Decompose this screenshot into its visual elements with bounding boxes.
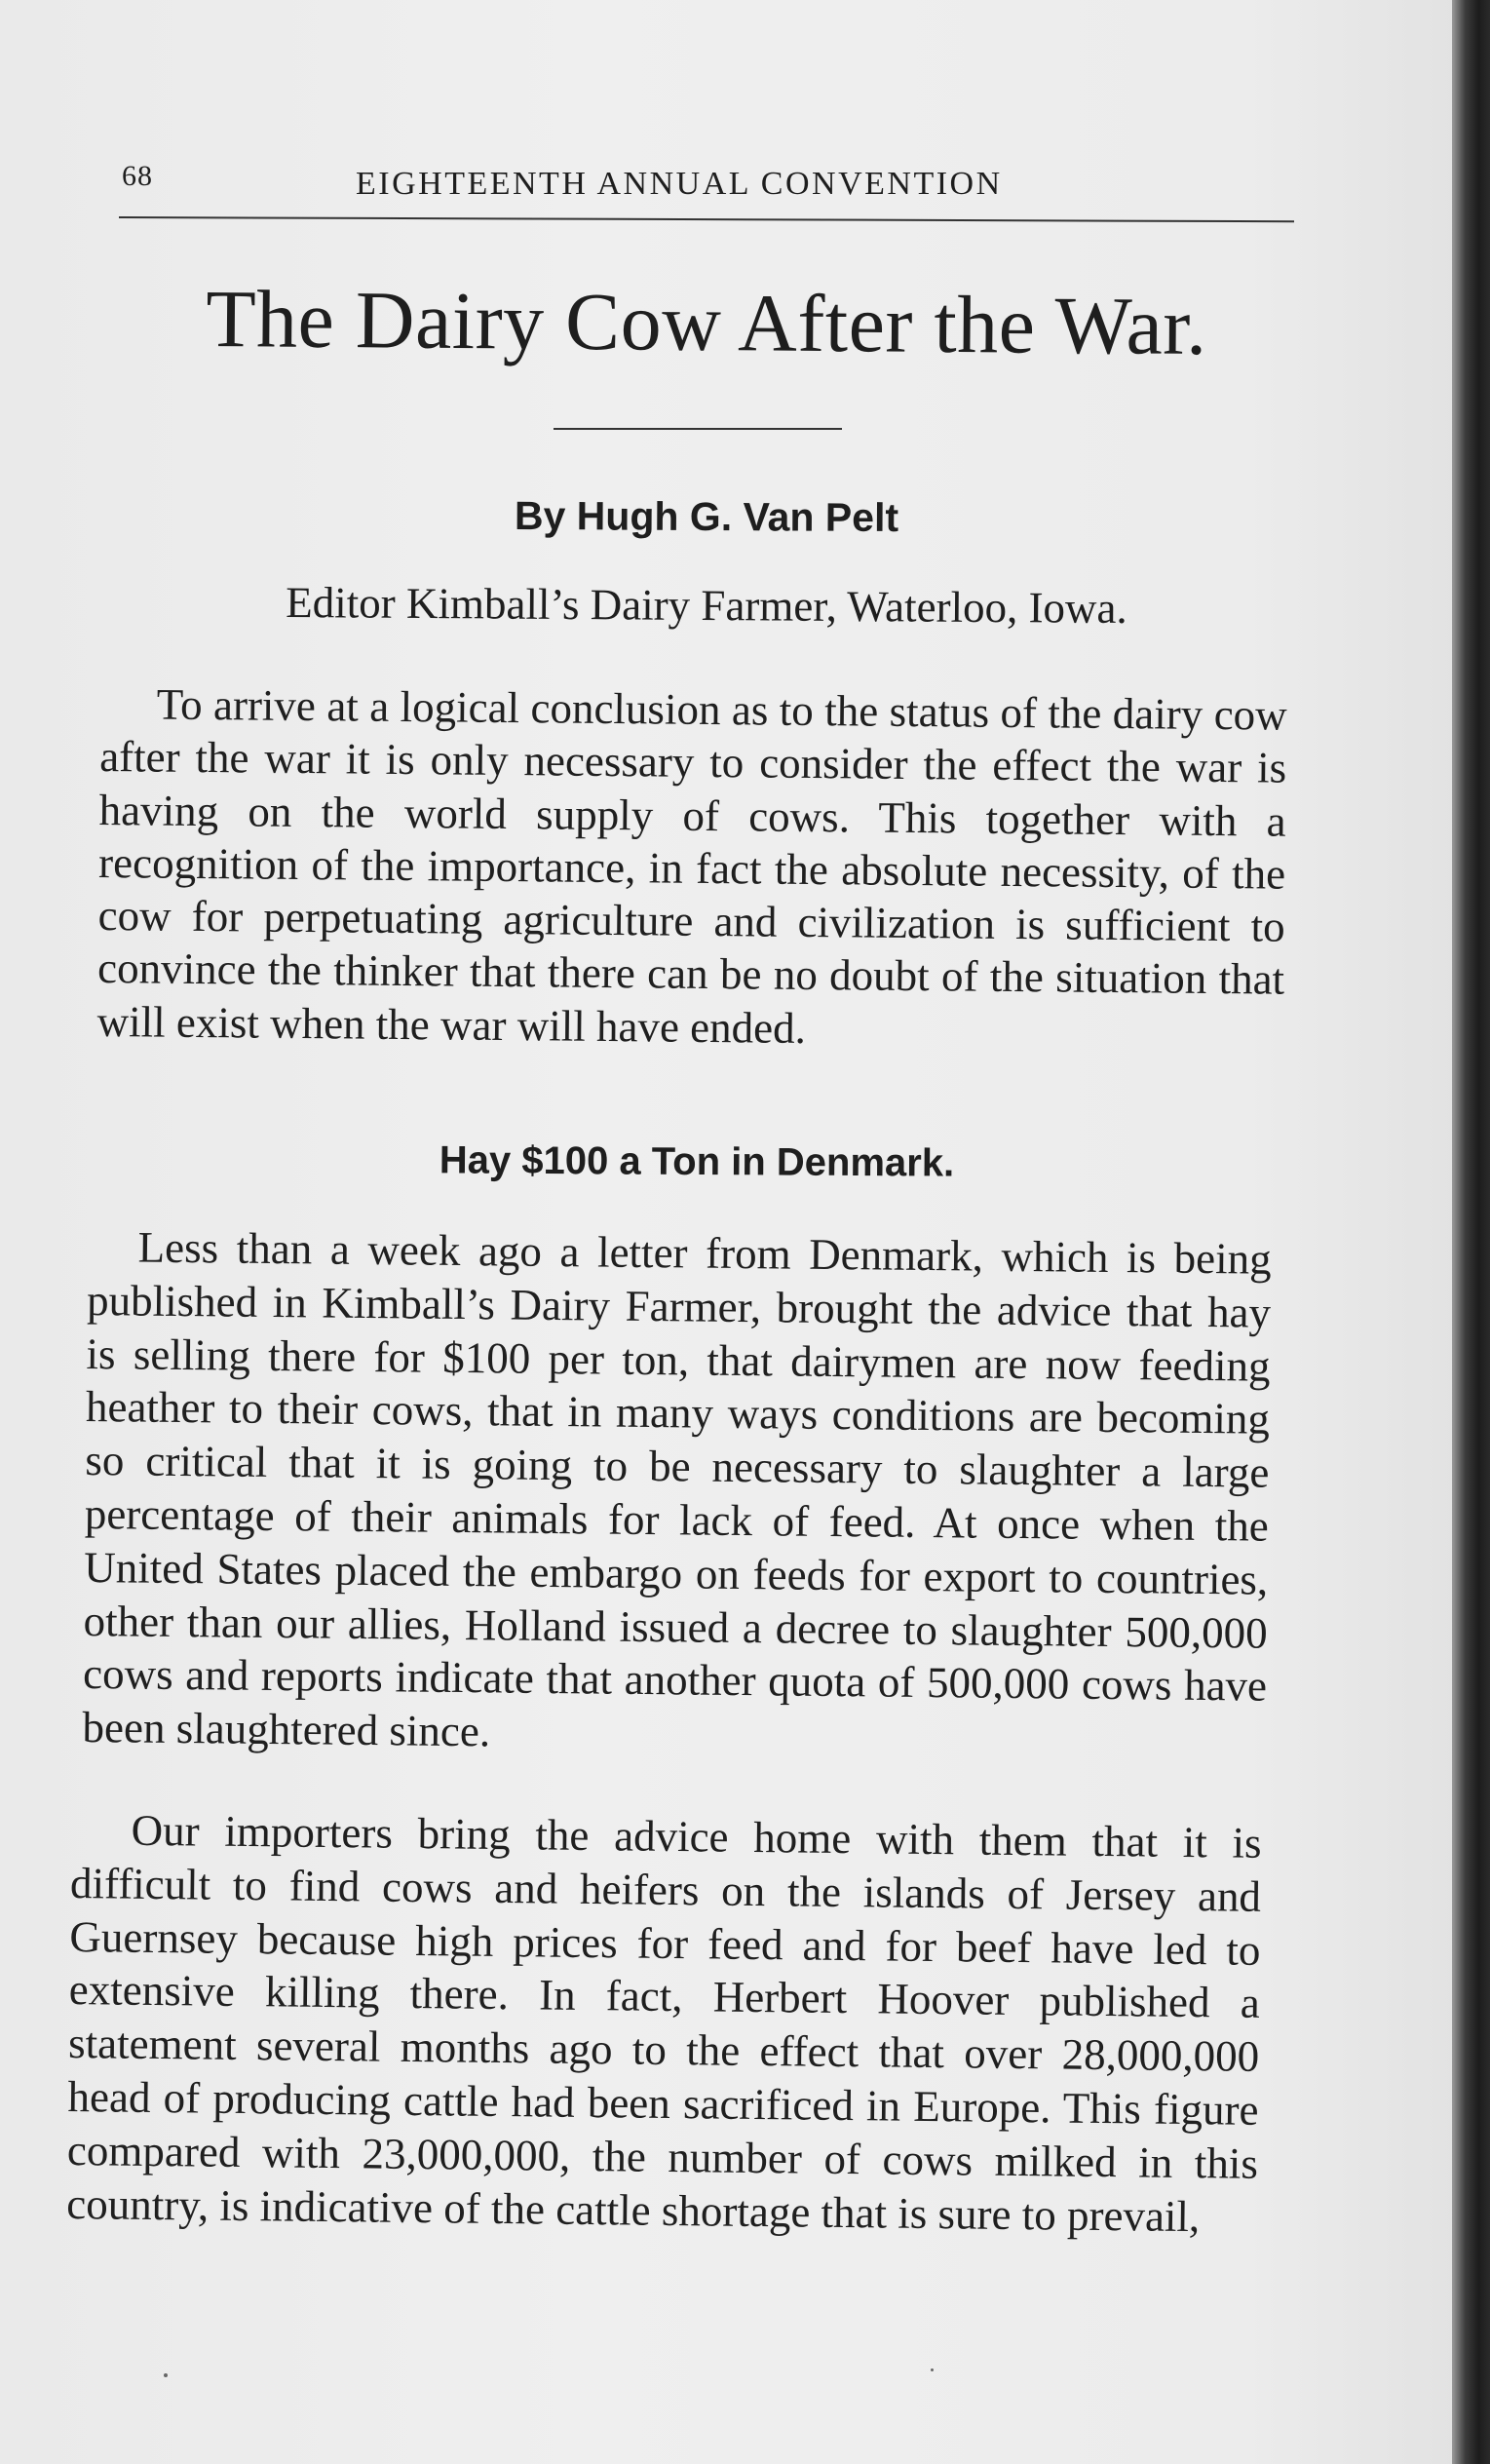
paper-speck <box>931 2368 934 2371</box>
body-paragraph: Our importers bring the advice home with them that it is difficult to find cows and heifers on the islands of Jersey and Guernsey because high prices for feed and for beef have led to extensive killing there. In fact, Herbert Hoover published a statement several months ago to the effect that over 28,000,000 head of producing cattle had been sacrificed in Europe. This figure compared with 23,000,000, the number of cows milked in this country, is indicative of the cattle shortage that is sure to prevail, <box>66 1805 1262 2241</box>
author-affiliation: Editor Kimball’s Dairy Farmer, Waterloo, Iowa. <box>286 577 1127 634</box>
title-divider <box>554 428 842 430</box>
paper-speck <box>164 2373 168 2377</box>
page-number: 68 <box>122 160 153 192</box>
author-byline: By Hugh G. Van Pelt <box>514 492 899 541</box>
running-title: EIGHTEENTH ANNUAL CONVENTION <box>356 166 1003 202</box>
running-head <box>122 156 1296 205</box>
section-heading: Hay $100 a Ton in Denmark. <box>439 1138 955 1185</box>
book-spine <box>1452 0 1490 2464</box>
article-title: The Dairy Cow After the War. <box>205 273 1208 373</box>
intro-paragraph: To arrive at a logical conclusion as to the status of the dairy cow after the war it is only necessary to consider the effect the war is having on the world supply of cows. This together with a recognition of the importance, in fact the absolute necessity, of the cow for perpetuating agriculture and civilization is sufficient to convince the thinker that there can be no doubt of the situation that will exist when the war will have ended. <box>96 679 1287 1053</box>
header-rule <box>119 216 1294 222</box>
body-paragraph: Less than a week ago a letter from Denmark, which is being published in Kimball’s Dairy Farmer, brought the advice that hay is selling there for $100 per ton, that dairymen are now feeding heather to their cows, that in many ways conditions are becoming so critical that it is going to be necessary to slaughter a large percentage of their animals for lack of feed. At once when the United States placed the embargo on feeds for export to countries, other than our allies, Holland issued a decree to slaughter 500,000 cows and reports indicate that another quota of 500,000 cows have been slaughtered since. <box>82 1222 1272 1756</box>
